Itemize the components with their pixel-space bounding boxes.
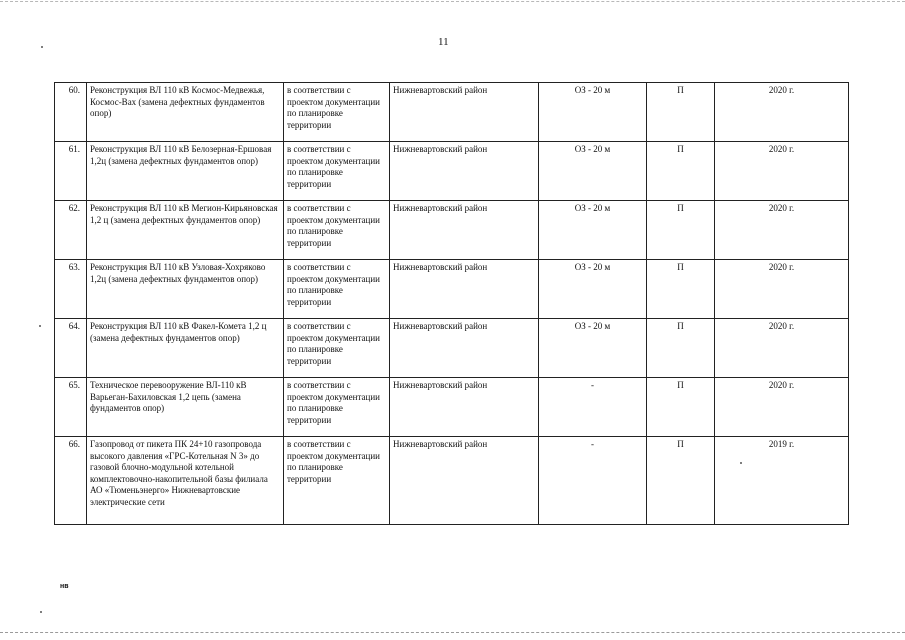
- object-type: П: [647, 83, 715, 142]
- object-name: Реконструкция ВЛ 110 кВ Космос-Медвежья, Космос-Вах (замена дефектных фундаментов опор): [87, 83, 284, 142]
- object-year: 2020 г.: [715, 142, 849, 201]
- scan-edge-bottom: [0, 632, 905, 634]
- row-number: 62.: [55, 201, 87, 260]
- scan-speck: [40, 611, 42, 613]
- scan-speck: [41, 46, 43, 48]
- protection-zone: ОЗ - 20 м: [539, 201, 647, 260]
- object-basis: в соответствии с проектом документации по планировке территории: [284, 319, 390, 378]
- object-year: 2020 г.: [715, 260, 849, 319]
- object-name: Реконструкция ВЛ 110 кВ Узловая-Хохряково 1,2ц (замена дефектных фундаментов опор): [87, 260, 284, 319]
- object-name: Техническое перевооружение ВЛ-110 кВ Варьеган-Бахиловская 1,2 цепь (замена фундаментов опор): [87, 378, 284, 437]
- scan-speck: [39, 325, 41, 327]
- table-row: [55, 83, 849, 142]
- object-year: 2020 г.: [715, 319, 849, 378]
- object-location: Нижневартовский район: [390, 260, 539, 319]
- object-type: П: [647, 142, 715, 201]
- object-basis: в соответствии с проектом документации по планировке территории: [284, 260, 390, 319]
- object-basis: в соответствии с проектом документации по планировке территории: [284, 83, 390, 142]
- object-name: Газопровод от пикета ПК 24+10 газопровода высокого давления «ГРС-Котельная N 3» до газовой блочно-модульной котельной комплектовочно-накопительной базы филиала АО «Тюменьэнерго» Нижневартовские электрические сети: [87, 437, 284, 525]
- protection-zone: -: [539, 437, 647, 525]
- object-name: Реконструкция ВЛ 110 кВ Белозерная-Ершовая 1,2ц (замена дефектных фундаментов опор): [87, 142, 284, 201]
- table-row: [55, 201, 849, 260]
- object-location: Нижневартовский район: [390, 142, 539, 201]
- protection-zone: -: [539, 378, 647, 437]
- protection-zone: ОЗ - 20 м: [539, 319, 647, 378]
- object-name: Реконструкция ВЛ 110 кВ Мегион-Кирьяновская 1,2 ц (замена дефектных фундаментов опор): [87, 201, 284, 260]
- planning-objects-table: [54, 82, 849, 525]
- object-location: Нижневартовский район: [390, 319, 539, 378]
- object-basis: в соответствии с проектом документации по планировке территории: [284, 378, 390, 437]
- row-number: 61.: [55, 142, 87, 201]
- object-year: 2020 г.: [715, 378, 849, 437]
- table-row: [55, 319, 849, 378]
- protection-zone: ОЗ - 20 м: [539, 142, 647, 201]
- object-year: 2020 г.: [715, 83, 849, 142]
- object-basis: в соответствии с проектом документации по планировке территории: [284, 437, 390, 525]
- object-type: П: [647, 201, 715, 260]
- object-type: П: [647, 378, 715, 437]
- object-year: 2019 г.: [715, 437, 849, 525]
- object-type: П: [647, 260, 715, 319]
- table-row: [55, 142, 849, 201]
- table-row: [55, 437, 849, 525]
- table-row: [55, 378, 849, 437]
- object-year: 2020 г.: [715, 201, 849, 260]
- object-location: Нижневартовский район: [390, 378, 539, 437]
- object-basis: в соответствии с проектом документации по планировке территории: [284, 142, 390, 201]
- row-number: 65.: [55, 378, 87, 437]
- object-type: П: [647, 319, 715, 378]
- object-location: Нижневартовский район: [390, 83, 539, 142]
- scan-edge-top: [0, 1, 905, 3]
- object-location: Нижневартовский район: [390, 201, 539, 260]
- protection-zone: ОЗ - 20 м: [539, 83, 647, 142]
- row-number: 63.: [55, 260, 87, 319]
- row-number: 60.: [55, 83, 87, 142]
- object-name: Реконструкция ВЛ 110 кВ Факел-Комета 1,2 ц (замена дефектных фундаментов опор): [87, 319, 284, 378]
- protection-zone: ОЗ - 20 м: [539, 260, 647, 319]
- object-basis: в соответствии с проектом документации по планировке территории: [284, 201, 390, 260]
- page-number: 11: [438, 36, 449, 48]
- object-type: П: [647, 437, 715, 525]
- footer-initials: нв: [60, 583, 69, 590]
- row-number: 66.: [55, 437, 87, 525]
- table-row: [55, 260, 849, 319]
- row-number: 64.: [55, 319, 87, 378]
- object-location: Нижневартовский район: [390, 437, 539, 525]
